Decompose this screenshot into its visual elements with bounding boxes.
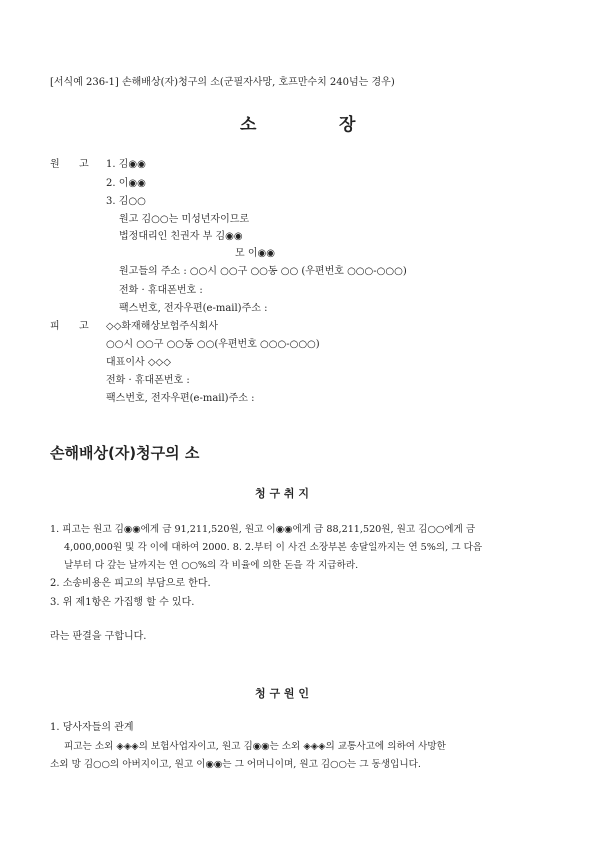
defendant-address: ○○시 ○○구 ○○동 ○○(우편번호 ○○○-○○○)	[106, 339, 320, 350]
defendant-rep: 대표이사 ◇◇◇	[106, 357, 171, 368]
cause-section-title: 청 구 원 인	[255, 687, 309, 700]
plaintiff-label-2: 고	[79, 159, 89, 170]
plaintiff-label-1: 원	[50, 159, 60, 170]
case-name: 손해배상(자)청구의 소	[50, 444, 200, 462]
defendant-phone: 전화 · 휴대폰번호 :	[106, 375, 190, 386]
doc-title-char-1: 소	[240, 115, 258, 135]
claim-section-title: 청 구 취 지	[255, 487, 309, 500]
cause-line-1: 피고는 소외 ◈◈◈의 보험사업자이고, 원고 김◉◉는 소외 ◈◈◈의 교통사고에 의하여 사망한	[64, 741, 446, 752]
plaintiff-address: 원고들의 주소 : ○○시 ○○구 ○○동 ○○ (우편번호 ○○○-○○○)	[119, 266, 407, 277]
defendant-fax: 팩스번호, 전자우편(e-mail)주소 :	[106, 393, 255, 404]
claim-line-2: 4,000,000원 및 각 이에 대하여 2000. 8. 2.부터 이 사건 소장부본 송달일까지는 연 5%의, 그 다음	[64, 542, 483, 553]
cause-sub-1: 1. 당사자들의 관계	[50, 722, 134, 733]
plaintiff-item-3: 3. 김○○	[106, 196, 146, 207]
plaintiff-phone: 전화 · 휴대폰번호 :	[119, 285, 203, 296]
claim-item-2: 2. 소송비용은 피고의 부담으로 한다.	[50, 578, 211, 589]
form-header: [서식예 236-1] 손해배상(자)청구의 소(군필자사망, 호프만수치 240넘는 경우)	[50, 77, 395, 88]
plaintiff-item-2: 2. 이◉◉	[106, 178, 146, 189]
plaintiff-item-1: 1. 김◉◉	[106, 159, 146, 170]
plaintiff-fax: 팩스번호, 전자우편(e-mail)주소 :	[119, 303, 268, 314]
claim-line-3: 날부터 다 갚는 날까지는 연 ○○%의 각 비율에 의한 돈을 각 지급하라.	[64, 560, 359, 571]
plaintiff-minor-line: 원고 김○○는 미성년자이므로	[119, 214, 250, 225]
doc-title-char-2: 장	[339, 115, 357, 135]
claim-closing: 라는 판결을 구합니다.	[50, 631, 147, 642]
claim-line-1: 1. 피고는 원고 김◉◉에게 금 91,211,520원, 원고 이◉◉에게 금 88,211,520원, 원고 김○○에게 금	[50, 524, 476, 535]
defendant-label-1: 피	[50, 321, 60, 332]
plaintiff-guardian-line: 법정대리인 친권자 부 김◉◉	[119, 231, 243, 242]
plaintiff-mother-line: 모 이◉◉	[235, 248, 275, 259]
claim-item-3: 3. 위 제1항은 가집행 할 수 있다.	[50, 597, 195, 608]
defendant-label-2: 고	[79, 321, 89, 332]
defendant-name: ◇◇화재해상보험주식회사	[106, 321, 218, 332]
cause-line-2: 소외 망 김○○의 아버지이고, 원고 이◉◉는 그 어머니이며, 원고 김○○는 그 동생입니다.	[50, 759, 421, 770]
